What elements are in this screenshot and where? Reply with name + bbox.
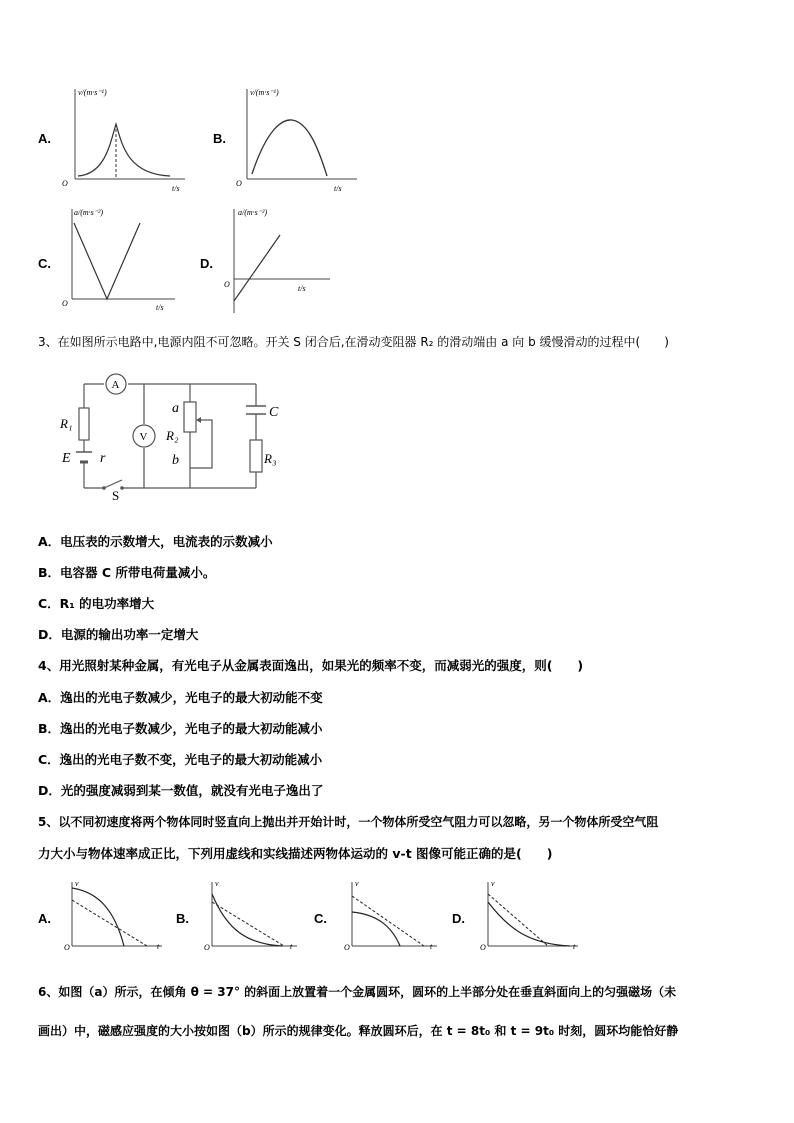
q3-option-b[interactable]: B．电容器 C 所带电荷量减小。: [38, 565, 216, 580]
q5-graph-d-ylabel: v: [491, 879, 495, 888]
graph-a-xlabel: t/s: [172, 184, 180, 193]
circuit-diagram: [56, 368, 286, 503]
q5-graph-d: [478, 878, 583, 950]
ammeter-label: A: [111, 379, 120, 391]
terminal-b-label: b: [172, 453, 179, 468]
q5-graph-b: [202, 878, 302, 950]
q5-option-b-letter: B.: [176, 911, 189, 926]
q5-option-a-letter: A.: [38, 911, 51, 926]
graph-b-origin: O: [236, 179, 242, 188]
terminal-a-label: a: [172, 401, 179, 416]
q3-option-d[interactable]: D．电源的输出功率一定增大: [38, 627, 199, 642]
r2-label: R₂: [166, 428, 179, 443]
r1-label: R₁: [60, 416, 73, 431]
q5-graph-b-ylabel: v: [215, 879, 219, 888]
q5-stem-line2: 力大小与物体速率成正比，下列用虚线和实线描述两物体运动的 v-t 图像可能正确的是( ): [38, 846, 553, 861]
q5-graph-c-xlabel: t: [430, 942, 433, 950]
option-a-letter: A.: [38, 131, 51, 146]
voltmeter-label: V: [139, 431, 148, 443]
q3-stem: 3、在如图所示电路中,电源内阻不可忽略。开关 S 闭合后,在滑动变阻器 R₂ 的滑动端由 a 向 b 缓慢滑动的过程中( ): [38, 335, 669, 349]
q5-graph-c-ylabel: v: [355, 879, 359, 888]
q6-line2: 画出）中，磁感应强度的大小按如图（b）所示的规律变化。释放圆环后，在 t = 8t₀ 和 t = 9t₀ 时刻，圆环均能恰好静: [38, 1024, 679, 1038]
graph-option-a: [60, 84, 190, 194]
q4-option-a[interactable]: A．逸出的光电子数减少，光电子的最大初动能不变: [38, 690, 323, 705]
q4-option-b[interactable]: B．逸出的光电子数减少，光电子的最大初动能减小: [38, 721, 323, 736]
q4-option-d[interactable]: D．光的强度减弱到某一数值，就没有光电子逸出了: [38, 783, 324, 798]
q5-graph-a-xlabel: t: [157, 942, 160, 950]
q5-graph-c: [342, 878, 442, 950]
option-d-letter: D.: [200, 256, 213, 271]
q4-option-c[interactable]: C．逸出的光电子数不变，光电子的最大初动能减小: [38, 752, 323, 767]
switch-label: S: [112, 488, 120, 503]
q5-option-c-letter: C.: [314, 911, 327, 926]
q5-graph-d-xlabel: t: [573, 942, 576, 950]
graph-d-ylabel: a/(m·s⁻²): [238, 208, 268, 217]
q5-graph-d-origin: O: [480, 943, 486, 950]
graph-b-xlabel: t/s: [334, 184, 342, 193]
capacitor-label: C: [269, 405, 279, 420]
q5-graph-b-xlabel: t: [290, 942, 293, 950]
graph-b-ylabel: v/(m·s⁻¹): [250, 88, 279, 97]
graph-a-ylabel: v/(m·s⁻¹): [78, 88, 107, 97]
graph-a-origin: O: [62, 179, 68, 188]
graph-option-c: [60, 203, 180, 313]
graph-option-d: [222, 203, 332, 318]
q5-graph-b-origin: O: [204, 943, 210, 950]
q4-stem: 4、用光照射某种金属，有光电子从金属表面逸出，如果光的频率不变，而减弱光的强度，则( ): [38, 658, 584, 673]
q5-option-d-letter: D.: [452, 911, 465, 926]
q5-stem-line1: 5、以不同初速度将两个物体同时竖直向上抛出并开始计时，一个物体所受空气阻力可以忽略，另一个物体所受空气阻: [38, 815, 659, 829]
graph-d-xlabel: t/s: [298, 284, 306, 293]
q3-option-a[interactable]: A．电压表的示数增大，电流表的示数减小: [38, 534, 273, 549]
q3-option-c[interactable]: C．R₁ 的电功率增大: [38, 596, 155, 611]
q5-graph-a-origin: O: [64, 943, 70, 950]
graph-c-ylabel: a/(m·s⁻²): [74, 208, 104, 217]
graph-option-b: [232, 84, 362, 194]
graph-c-origin: O: [62, 299, 68, 308]
q5-graph-c-origin: O: [344, 943, 350, 950]
internal-r-label: r: [100, 451, 106, 466]
q6-line1: 6、如图（a）所示，在倾角 θ = 37° 的斜面上放置着一个金属圆环，圆环的上半部分处在垂直斜面向上的匀强磁场（未: [38, 985, 677, 999]
graph-d-origin: O: [224, 280, 230, 289]
q5-graph-a: [62, 878, 167, 950]
option-c-letter: C.: [38, 256, 51, 271]
q5-graph-a-ylabel: v: [75, 879, 79, 888]
option-b-letter: B.: [213, 131, 226, 146]
graph-c-xlabel: t/s: [156, 303, 164, 312]
emf-label: E: [62, 451, 71, 466]
r3-label: R₃: [264, 451, 277, 466]
